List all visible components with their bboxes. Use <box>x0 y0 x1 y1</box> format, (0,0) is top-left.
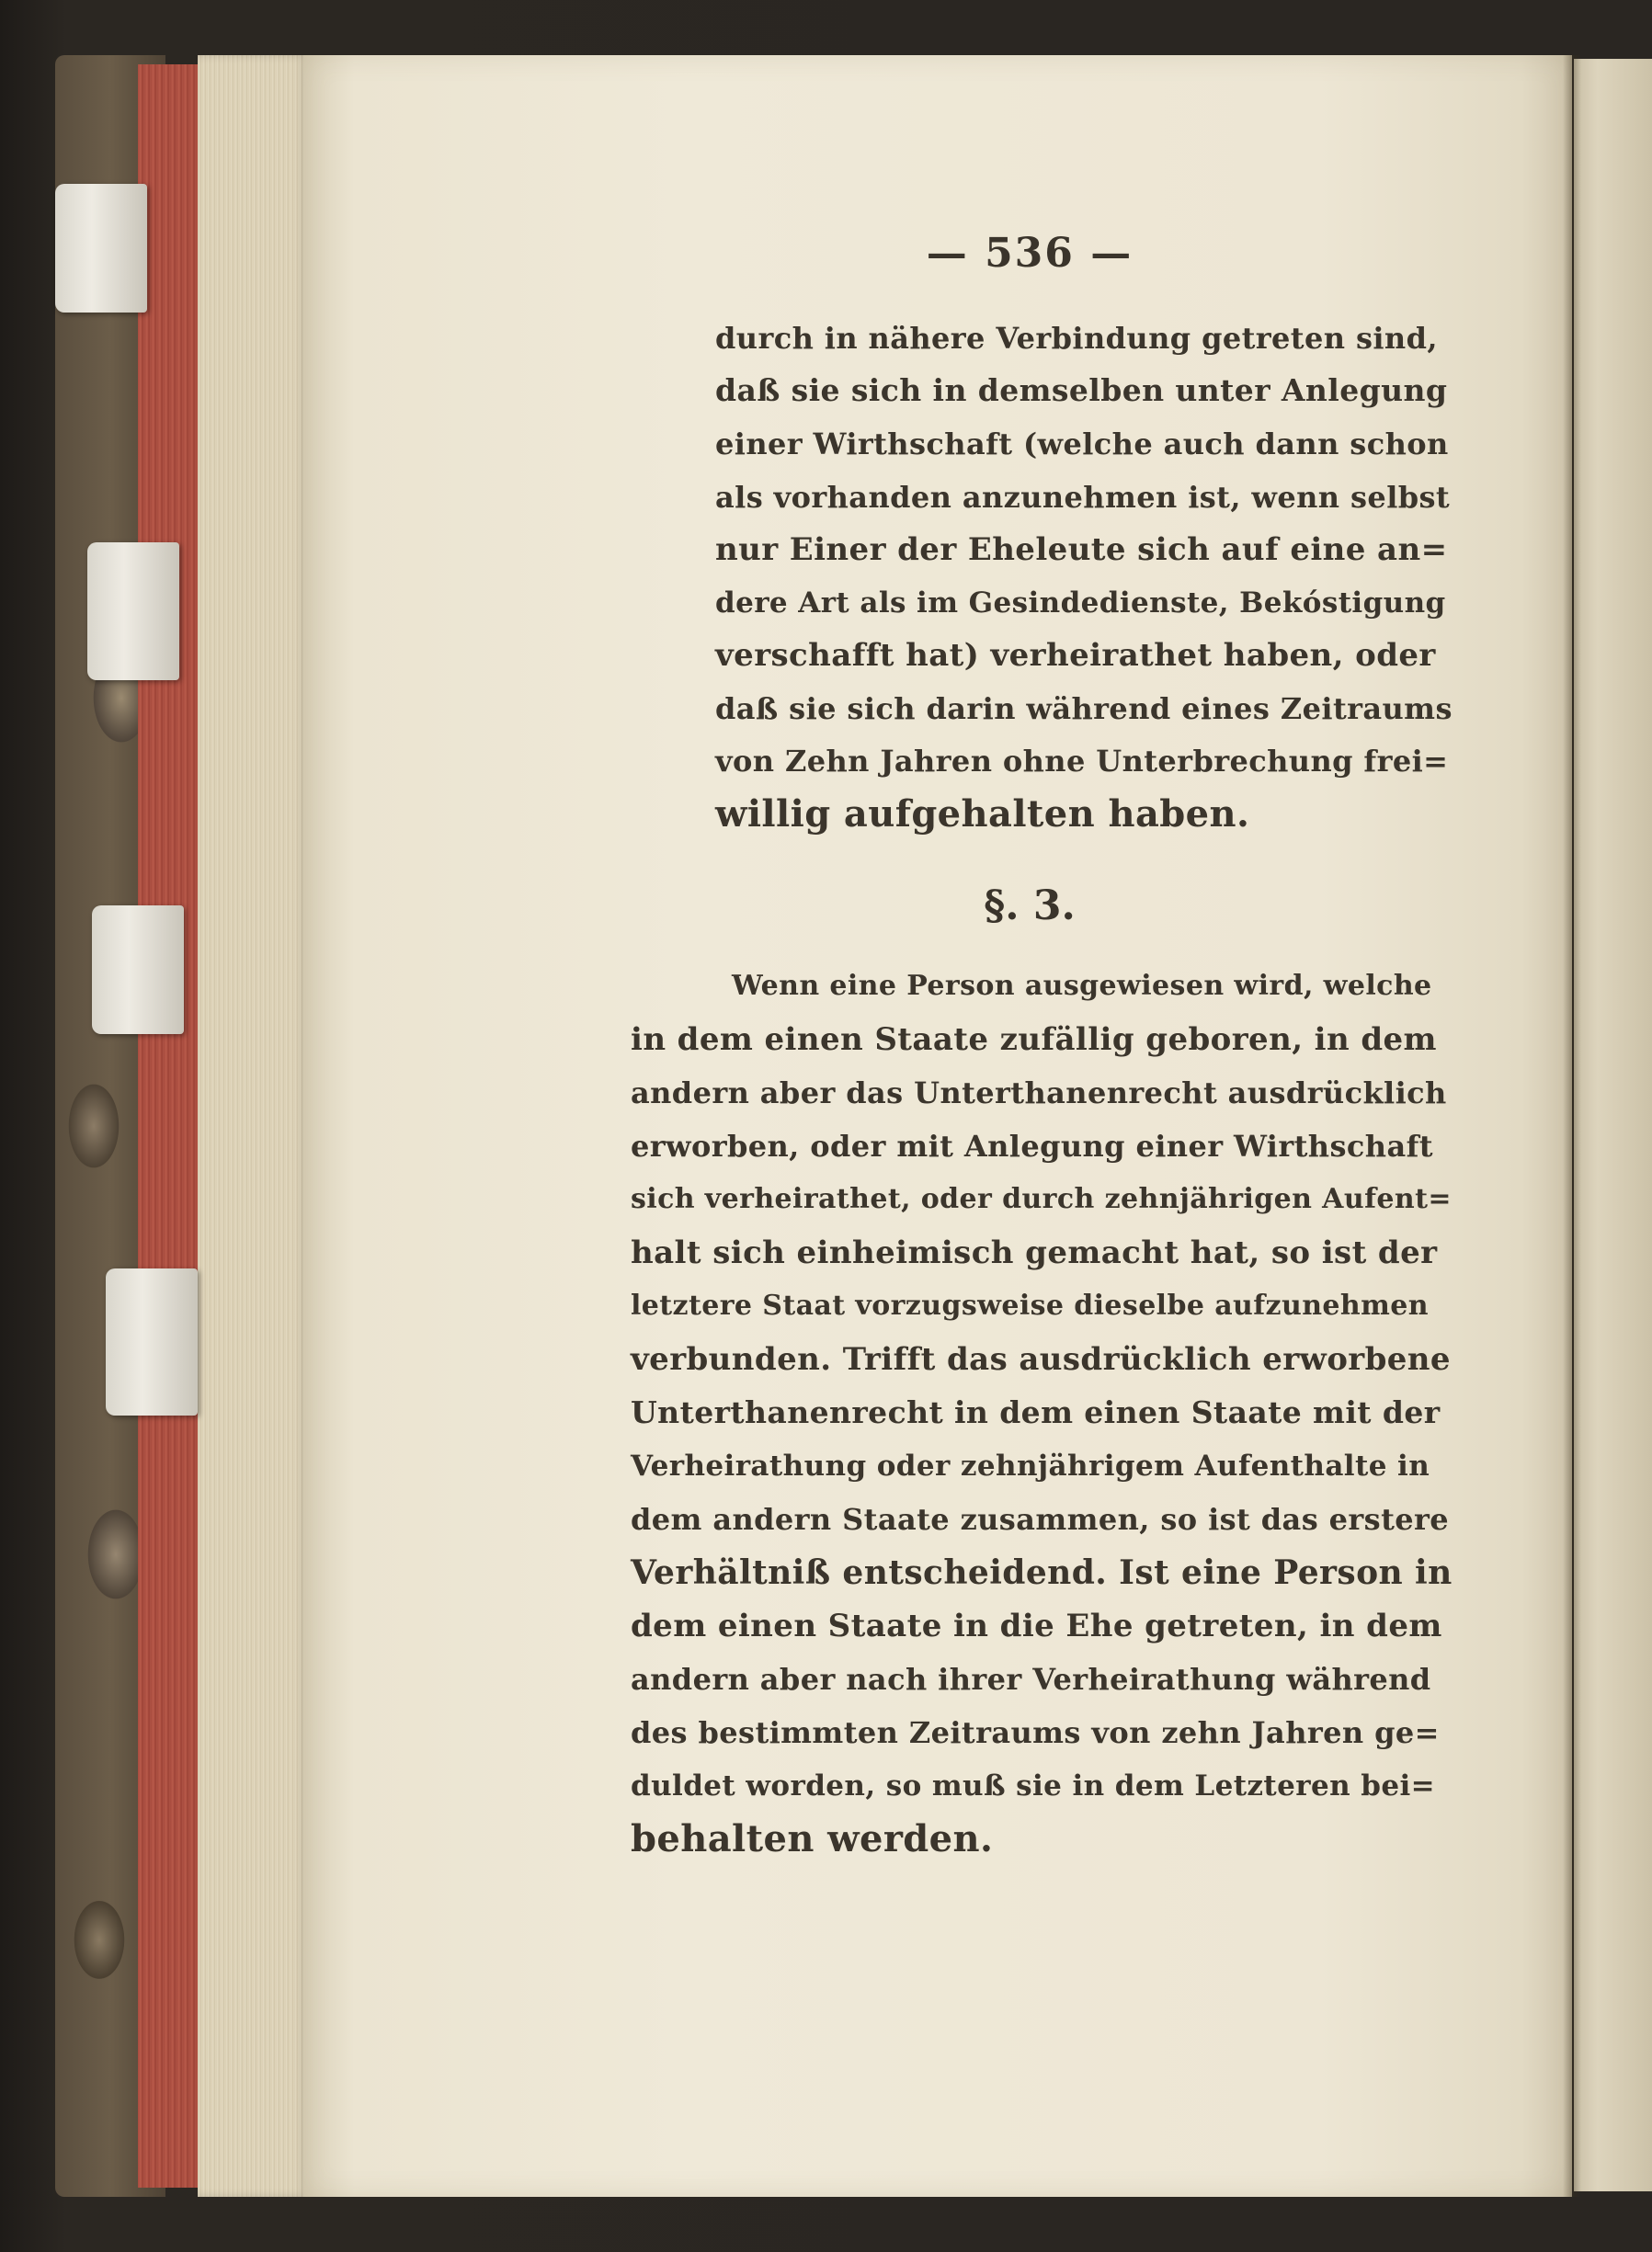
page-number: — 536 — <box>926 230 1134 277</box>
text-line: Verhältniß entscheidend. Ist eine Person in <box>631 1553 1453 1592</box>
text-line: erworben, oder mit Anlegung einer Wirthschaft <box>631 1129 1433 1164</box>
text-line: willig aufgehalten haben. <box>715 792 1250 836</box>
text-line: duldet worden, so muß sie in dem Letzteren bei= <box>631 1769 1435 1803</box>
text-line: sich verheirathet, oder durch zehnjährigen Aufent= <box>631 1183 1452 1215</box>
parchment-tab <box>106 1268 198 1416</box>
text-line: verschafft hat) verheirathet haben, oder <box>715 637 1436 674</box>
text-line: nur Einer der Eheleute sich auf eine an= <box>715 531 1448 568</box>
text-line: als vorhanden anzunehmen ist, wenn selbst <box>715 480 1451 515</box>
page-stack-edge <box>198 55 308 2197</box>
text-line: dem einen Staate in die Ehe getreten, in dem <box>631 1608 1442 1644</box>
text-line: Unterthanenrecht in dem einen Staate mit der <box>631 1394 1441 1430</box>
text-line: verbunden. Trifft das ausdrücklich erworbene <box>631 1341 1451 1378</box>
text-line: behalten werden. <box>631 1817 994 1860</box>
parchment-tab <box>92 905 184 1034</box>
text-line: Wenn eine Person ausgewiesen wird, welche <box>732 970 1432 1002</box>
red-page-edge <box>138 64 202 2188</box>
text-line: letztere Staat vorzugsweise dieselbe aufzunehmen <box>631 1290 1429 1322</box>
page-gutter <box>1563 55 1581 2197</box>
text-line: andern aber nach ihrer Verheirathung während <box>631 1662 1431 1697</box>
text-line: Verheirathung oder zehnjährigem Aufenthalte in <box>631 1450 1430 1483</box>
parchment-tab <box>55 184 147 313</box>
text-line: des bestimmten Zeitraums von zehn Jahren ge= <box>631 1715 1440 1750</box>
text-line: halt sich einheimisch gemacht hat, so ist der <box>631 1234 1438 1271</box>
facing-page <box>1574 59 1652 2191</box>
text-line: von Zehn Jahren ohne Unterbrechung frei= <box>715 744 1449 779</box>
text-line: in dem einen Staate zufällig geboren, in dem <box>631 1021 1437 1058</box>
text-line: daß sie sich in demselben unter Anlegung <box>715 372 1448 408</box>
text-line: dere Art als im Gesindedienste, Bekóstigung <box>715 586 1446 620</box>
text-line: durch in nähere Verbindung getreten sind, <box>715 321 1438 356</box>
text-line: andern aber das Unterthanenrecht ausdrücklich <box>631 1075 1447 1110</box>
text-line: einer Wirthschaft (welche auch dann schon <box>715 427 1449 461</box>
text-line: daß sie sich darin während eines Zeitraums <box>715 691 1453 726</box>
section-heading: §. 3. <box>984 882 1076 929</box>
text-line: dem andern Staate zusammen, so ist das erstere <box>631 1502 1450 1537</box>
parchment-tab <box>87 542 179 680</box>
